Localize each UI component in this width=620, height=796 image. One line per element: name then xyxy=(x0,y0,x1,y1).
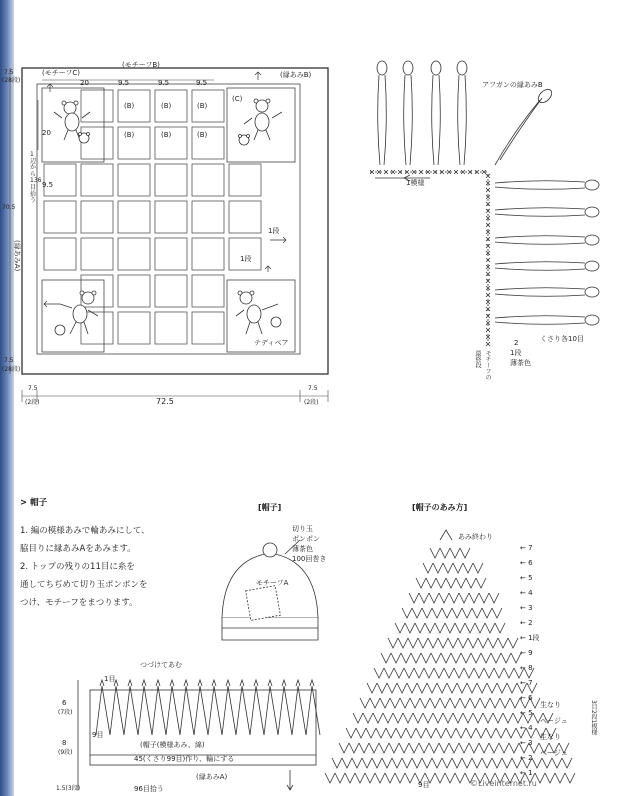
hat-heading: > 帽子 xyxy=(20,498,48,508)
watermark-text: ©Liveinternet.ru xyxy=(470,779,537,788)
edge-a-hat-label: (縁あみA) xyxy=(196,773,228,781)
knit-end-label: あみ終わり xyxy=(458,533,493,541)
motif-square xyxy=(192,275,224,307)
hat-step-1b: 脇目りに縁あみAをあみます。 xyxy=(20,544,136,554)
motif-b-label: (モチーフB) xyxy=(122,61,160,69)
repeat-note: 3目2段1模様 xyxy=(590,700,597,736)
motif-label-vertical: モチーフの xyxy=(484,350,491,380)
crown-row-number: ← 7 xyxy=(520,544,533,552)
dim-8: 8 xyxy=(62,739,67,747)
dim-9-5-b: 9.5 xyxy=(158,79,170,87)
pompom-label-1: 切り玉 xyxy=(292,525,313,533)
dim-20-side: 20 xyxy=(42,129,51,137)
final-row-label: 最終段 xyxy=(474,350,481,368)
chain-repeat-label: くさり各10目 xyxy=(540,335,584,343)
dim-bottom-rows-right: (2段) xyxy=(304,399,319,406)
motif-square xyxy=(229,201,261,233)
dim-bottom-7-5-left: 7.5 xyxy=(28,385,38,392)
dim-9-5-side: 9.5 xyxy=(42,181,54,189)
motif-square xyxy=(118,164,150,196)
motif-square xyxy=(81,201,113,233)
motif-square xyxy=(192,312,224,344)
hat-step-1: 1. 編の模様あみで輪あみにして、 xyxy=(20,526,150,536)
motif-b-tag: (B) xyxy=(124,131,135,139)
motif-b-tag: (B) xyxy=(124,102,135,110)
crown-row-number: ← 3 xyxy=(520,739,533,747)
dim-9-5-c: 9.5 xyxy=(196,79,208,87)
motif-square xyxy=(192,238,224,270)
dim-bottom-left: 7.5 xyxy=(4,357,14,364)
dim-bottom-7-5-right: 7.5 xyxy=(308,385,318,392)
pompom-label-3: 薄茶色 xyxy=(292,545,313,553)
pompom-label-4: 100回巻き xyxy=(292,555,327,563)
teddy-bear-label: テディベア xyxy=(254,339,289,347)
crown-row-number: ← 1段 xyxy=(520,634,540,642)
edge-row-1: 1段 xyxy=(510,349,522,357)
crown-row-number: ← 2 xyxy=(520,754,533,762)
hat-step-2b: 通してちぢめて切り玉ポンポンを xyxy=(20,580,148,590)
crown-row-number: ← 4 xyxy=(520,589,533,597)
pattern-label: (帽子(模様あみ、綿) xyxy=(140,741,205,749)
pattern-1-label: 1模様 xyxy=(406,179,425,187)
row-1-label-right: 1段 xyxy=(268,227,280,235)
motif-b-tag: (B) xyxy=(197,102,208,110)
afghan-edge-b-label: アフガンの縁あみB xyxy=(482,81,543,89)
motif-square xyxy=(44,238,76,270)
stitch-1-label: 1目 xyxy=(104,675,116,683)
motif-square xyxy=(81,164,113,196)
dim-bottom-rows-left: (2段) xyxy=(25,399,40,406)
stitch-9-label: 9目 xyxy=(92,731,104,739)
row-9-bottom: 9目 xyxy=(418,781,430,789)
edge-row-2: 2 xyxy=(514,339,519,347)
dim-9-5-a: 9.5 xyxy=(118,79,130,87)
dim-top-left: 7.5 xyxy=(4,69,14,76)
dim-bottom-left-rows: (28段) xyxy=(2,366,21,373)
edge-b-label: (縁あみB) xyxy=(280,71,312,79)
motif-square xyxy=(155,275,187,307)
crown-row-number: ← 6 xyxy=(520,694,533,702)
crown-row-number: ← 6 xyxy=(520,559,533,567)
motif-square xyxy=(155,201,187,233)
motif-square xyxy=(155,164,187,196)
motif-square xyxy=(155,312,187,344)
dim-8-rows: (9段) xyxy=(58,749,73,756)
color-note-1: 生なり xyxy=(540,701,561,709)
crown-row-number: ← 8 xyxy=(520,664,533,672)
motif-square xyxy=(192,164,224,196)
motif-square xyxy=(118,312,150,344)
pick-96-label: 96目拾う xyxy=(134,785,164,793)
teddy-bear-icon xyxy=(239,99,283,145)
motif-square xyxy=(44,164,76,196)
hat-step-2c: つけ、モチーフをまつります。 xyxy=(20,598,138,608)
pick-up-note: 1辺から136目拾う xyxy=(30,151,42,205)
crown-row-number: ← 5 xyxy=(520,709,533,717)
pompom-label-2: ポンポン xyxy=(292,535,320,543)
dim-bottom-72-5: 72.5 xyxy=(156,397,174,406)
motif-c-label: (モチーフC) xyxy=(42,69,80,77)
dim-height-total: 70.5 xyxy=(2,204,16,211)
dim-20-top: 20 xyxy=(80,79,89,87)
dim-6-rows: (7段) xyxy=(58,709,73,716)
crown-row-number: ← 5 xyxy=(520,574,533,582)
dim-1-5: 1.5(3段) xyxy=(56,785,81,792)
motif-a-label: モチーフA xyxy=(256,579,289,587)
crown-row-number: ← 9 xyxy=(520,649,533,657)
join-label: つづけてあむ xyxy=(140,661,182,669)
row-1-label-mid: 1段 xyxy=(240,255,252,263)
motif-square xyxy=(118,275,150,307)
color-note-4: ベージュ xyxy=(540,749,568,757)
motif-square xyxy=(118,201,150,233)
motif-square xyxy=(118,238,150,270)
motif-square xyxy=(192,201,224,233)
hat-step-2: 2. トップの残りの11目に糸を xyxy=(20,562,135,572)
crown-row-number: ← 4 xyxy=(520,724,533,732)
motif-square xyxy=(155,238,187,270)
motif-square xyxy=(44,201,76,233)
crown-row-number: ← 3 xyxy=(520,604,533,612)
edge-a-label: (縁あみA) xyxy=(13,240,21,272)
hat-method-title: [帽子のあみ方] xyxy=(412,503,468,512)
motif-c-tag: (C) xyxy=(232,95,243,103)
crown-row-number: ← 7 xyxy=(520,679,533,687)
hat-title: [帽子] xyxy=(258,503,282,512)
color-note-3: 生なり xyxy=(540,733,561,741)
teddy-bear-icon xyxy=(236,291,281,334)
edge-color-light: 薄茶色 xyxy=(510,359,531,367)
motif-square xyxy=(229,238,261,270)
hat-crown-chart xyxy=(325,530,575,783)
dim-6: 6 xyxy=(62,699,67,707)
motif-square xyxy=(81,238,113,270)
motif-square xyxy=(81,90,113,122)
crown-row-number: ← 2 xyxy=(520,619,533,627)
dim-top-left-rows: (28段) xyxy=(2,77,21,84)
motif-b-tag: (B) xyxy=(161,102,172,110)
motif-b-tag: (B) xyxy=(161,131,172,139)
crown-row-number: ← 1 xyxy=(520,769,533,777)
edge-stitch-chart xyxy=(370,61,599,346)
teddy-bear-icon xyxy=(55,291,98,335)
chain-label: 45(くさり99目)作り、輪にする xyxy=(134,755,235,763)
color-note-2: ベージュ xyxy=(540,717,568,725)
motif-square xyxy=(229,164,261,196)
motif-b-tag: (B) xyxy=(197,131,208,139)
